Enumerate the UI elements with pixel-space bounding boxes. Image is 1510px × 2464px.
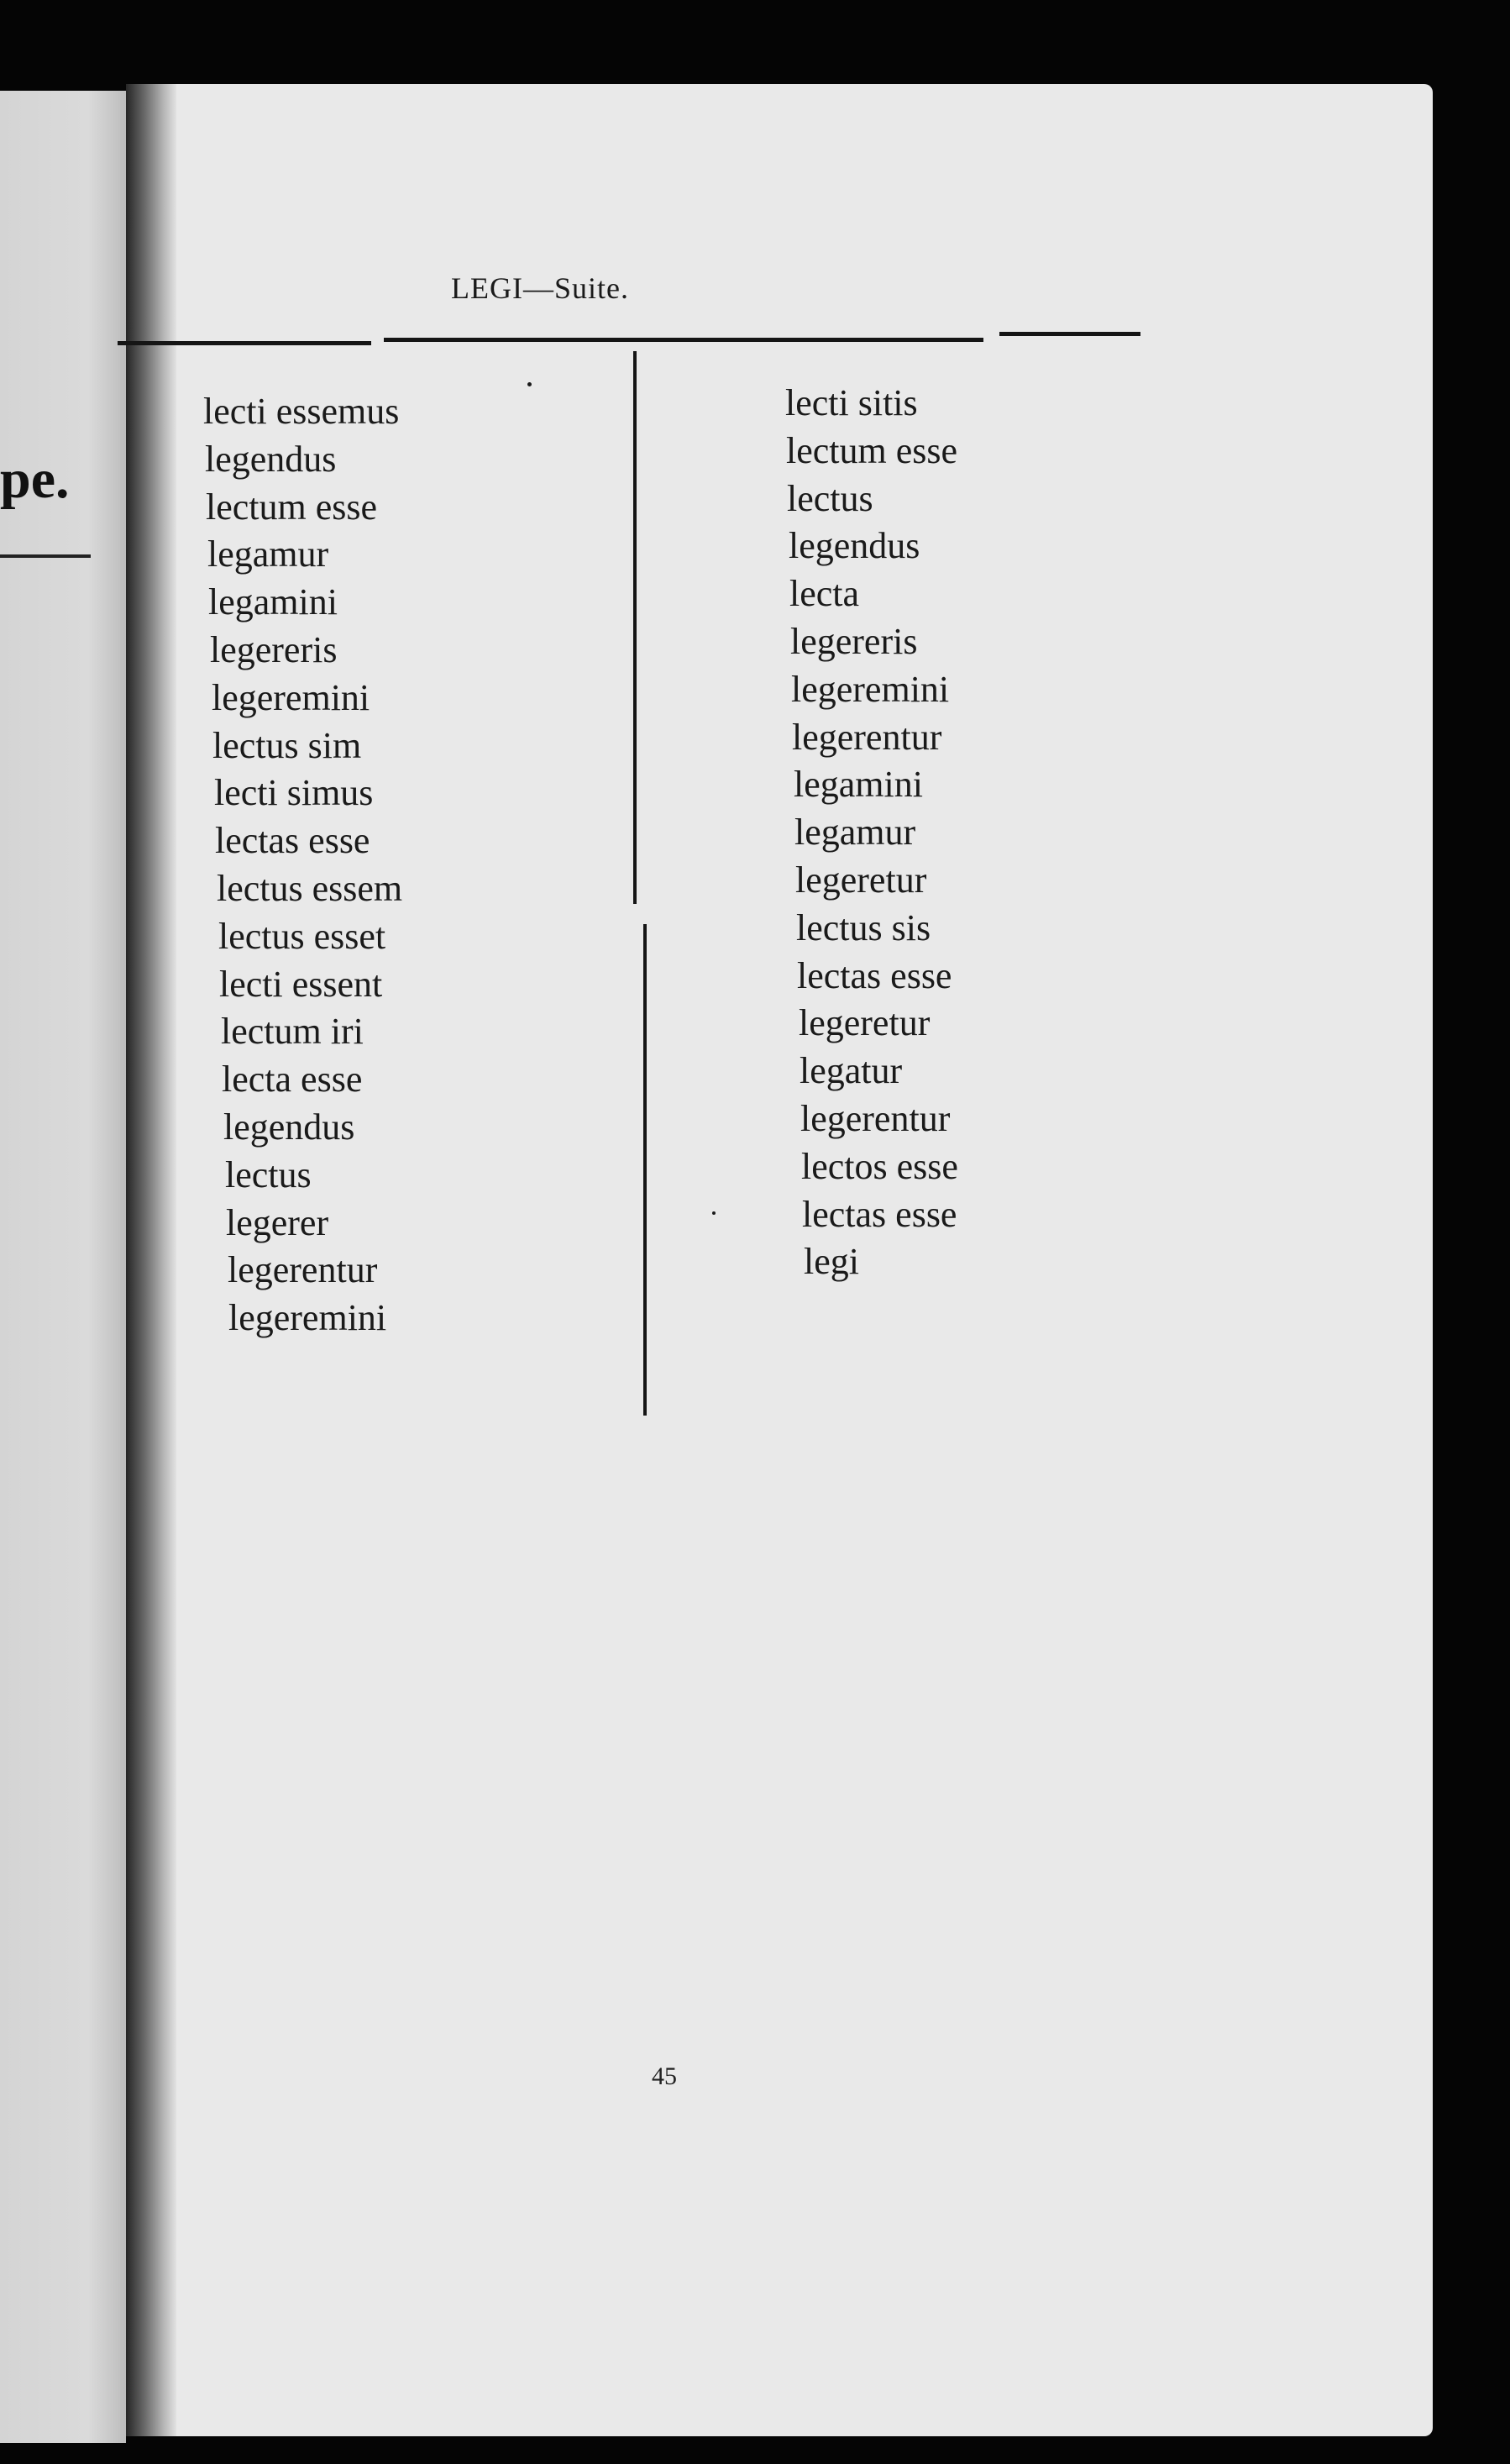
verb-form-entry: legeretur — [799, 1002, 931, 1044]
verb-form-entry: lecti essemus — [203, 391, 400, 432]
verb-form-entry: lecti simus — [214, 772, 374, 814]
verb-form-entry: lecta esse — [222, 1059, 363, 1101]
verb-form-entry: legerentur — [228, 1249, 378, 1291]
running-head: LEGI—Suite. — [451, 271, 629, 305]
verb-form-entry: lectum esse — [786, 429, 958, 471]
verb-form-entry: legereris — [790, 620, 918, 662]
verb-form-entry: legereris — [210, 628, 338, 670]
verb-form-entry: legeremini — [228, 1297, 387, 1339]
header-rule-middle — [384, 338, 983, 342]
header-rule-right — [999, 332, 1140, 336]
verb-form-entry: lectum esse — [206, 486, 378, 528]
header-rule-left — [118, 341, 371, 345]
column-divider-upper — [633, 351, 637, 904]
verb-form-entry: legamur — [207, 533, 329, 575]
verb-form-entry: lectum iri — [221, 1011, 364, 1053]
verb-form-entry: legeremini — [212, 676, 370, 718]
page-number: 45 — [652, 2062, 677, 2090]
verb-form-entry: legerentur — [800, 1097, 951, 1139]
verb-form-entry: legamini — [208, 581, 338, 623]
verb-form-entry: lectus sis — [796, 906, 931, 948]
verb-form-entry: lectus — [787, 477, 873, 519]
print-speck — [527, 382, 532, 386]
verb-form-entry: lectas esse — [802, 1193, 957, 1235]
left-verb-form-column — [203, 388, 402, 1342]
verb-form-entry: lectus esset — [218, 915, 386, 957]
verb-form-entry: legendus — [789, 525, 920, 567]
verb-form-entry: lectas esse — [797, 954, 952, 996]
verb-form-entry: lectus essem — [217, 867, 403, 909]
verb-form-entry: legerer — [226, 1201, 329, 1243]
verb-form-entry: lectus sim — [212, 724, 362, 766]
verb-form-entry: legendus — [223, 1106, 355, 1148]
verb-form-entry: lecti essent — [219, 963, 383, 1005]
verb-form-entry: lectas esse — [215, 820, 370, 862]
verb-form-entry: legerentur — [792, 716, 942, 758]
verb-form-entry: legamur — [794, 812, 916, 854]
verb-form-entry: legendus — [205, 438, 337, 480]
verb-form-entry: lecti sitis — [785, 382, 918, 423]
facing-page-heading-fragment: pe. — [0, 449, 70, 510]
facing-page-rule — [0, 554, 91, 558]
verb-form-entry: legi — [804, 1241, 859, 1283]
verb-form-entry: lecta — [789, 573, 860, 615]
verb-form-entry: legeretur — [795, 859, 927, 901]
right-verb-form-column — [785, 380, 958, 1286]
verb-form-entry: lectus — [225, 1153, 312, 1195]
book-page — [126, 84, 1433, 2436]
verb-form-entry: legeremini — [791, 668, 950, 710]
verb-form-entry: legatur — [800, 1050, 903, 1092]
verb-form-entry: legamini — [794, 764, 923, 806]
page-binding-shadow — [126, 84, 176, 2436]
print-speck — [712, 1211, 716, 1215]
verb-form-entry: lectos esse — [801, 1145, 958, 1187]
column-divider-lower — [643, 924, 647, 1416]
facing-page-edge — [0, 91, 126, 2443]
